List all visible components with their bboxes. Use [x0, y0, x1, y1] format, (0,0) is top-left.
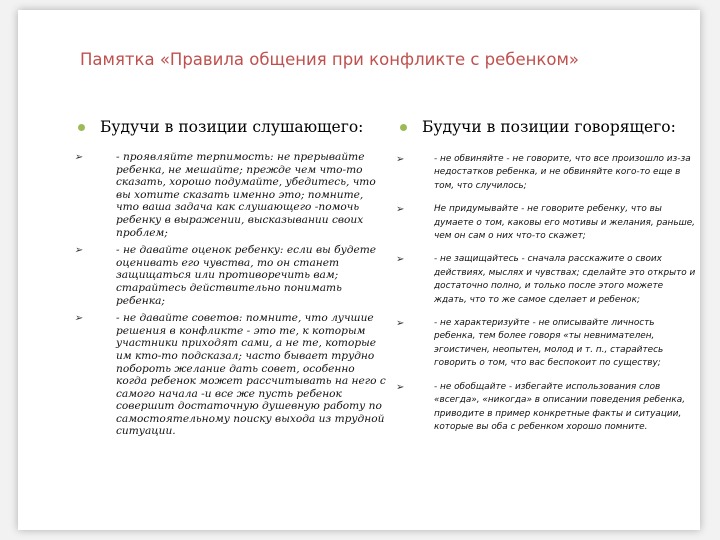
list-item: [396, 317, 696, 371]
round-bullet-icon: [78, 124, 85, 131]
speaker-heading: [396, 118, 696, 137]
arrow-bullet-icon: ➢: [74, 245, 83, 257]
slide-title: Памятка «Правила общения при конфликте с ребенком»: [80, 50, 579, 69]
list-item: [396, 203, 696, 243]
arrow-bullet-icon: ➢: [396, 204, 405, 216]
list-item-text: - не защищайтесь - сначала расскажите о своих действиях, мыслях и чувствах; сделайте это открыто и достаточно полно, и только после этого можете ждать, что то же самое сделает и ребенок;: [434, 254, 696, 305]
listener-rules-list: [74, 151, 386, 438]
list-item: [396, 381, 696, 435]
list-item-text: - проявляйте терпимость: не прерывайте ребенка, не мешайте; прежде чем что-то сказать, хорошо подумайте, убедитесь, что вы хотите сказать именно это; помните, что ваша задача как слушающего -помочь ребенку в выражении, высказывании своих проблем;: [116, 151, 376, 239]
listener-heading-text: Будучи в позиции слушающего:: [100, 118, 364, 136]
list-item: [74, 151, 386, 239]
arrow-bullet-icon: ➢: [396, 254, 405, 266]
listener-column: [74, 118, 386, 443]
list-item-text: - не давайте оценок ребенку: если вы будете оценивать его чувства, то он станет защищаться или противоречить вам; старайтесь действительно понимать ребенка;: [116, 244, 377, 307]
speaker-heading-text: Будучи в позиции говорящего:: [422, 118, 676, 136]
list-item: [74, 312, 386, 438]
list-item-text: Не придумывайте - не говорите ребенку, что вы думаете о том, каковы его мотивы и желания, раньше, чем он сам о них что-то скажет;: [434, 204, 695, 242]
speaker-column: [396, 118, 696, 444]
list-item: [396, 153, 696, 193]
arrow-bullet-icon: ➢: [74, 313, 83, 325]
arrow-bullet-icon: ➢: [396, 318, 405, 330]
list-item: [74, 244, 386, 307]
list-item-text: - не давайте советов: помните, что лучшие решения в конфликте - это те, к которым участники приходят сами, а не те, которые им кто-то подсказал; часто бывает трудно побороть желание дать совет, особенно когда ребенок может рассчитывать на него с самого начала -и все же пусть ребенок совершит достаточную душевную работу по самостоятельному поиску выхода из трудной ситуации.: [116, 312, 386, 438]
list-item-text: - не характеризуйте - не описывайте личность ребенка, тем более говоря «ты невнимателен, эгоистичен, неопытен, молод и т. п., старайтесь говорить о том, что вас беспокоит по существу;: [434, 318, 664, 369]
round-bullet-icon: [400, 124, 407, 131]
arrow-bullet-icon: ➢: [396, 154, 405, 165]
arrow-bullet-icon: ➢: [74, 152, 83, 163]
list-item: [396, 253, 696, 307]
list-item-text: - не обобщайте - избегайте использования слов «всегда», «никогда» в описании поведения ребенка, приводите в пример конкретные факты и ситуации, которые вы оба с ребенком хорошо помните.: [434, 381, 686, 432]
listener-heading: [74, 118, 386, 137]
speaker-rules-list: [396, 153, 696, 434]
arrow-bullet-icon: ➢: [396, 381, 405, 393]
slide: [18, 10, 700, 530]
list-item-text: - не обвиняйте - не говорите, что все произошло из-за недостатков ребенка, и не обвиняйте кого-то еще в том, что случилось;: [434, 154, 691, 191]
